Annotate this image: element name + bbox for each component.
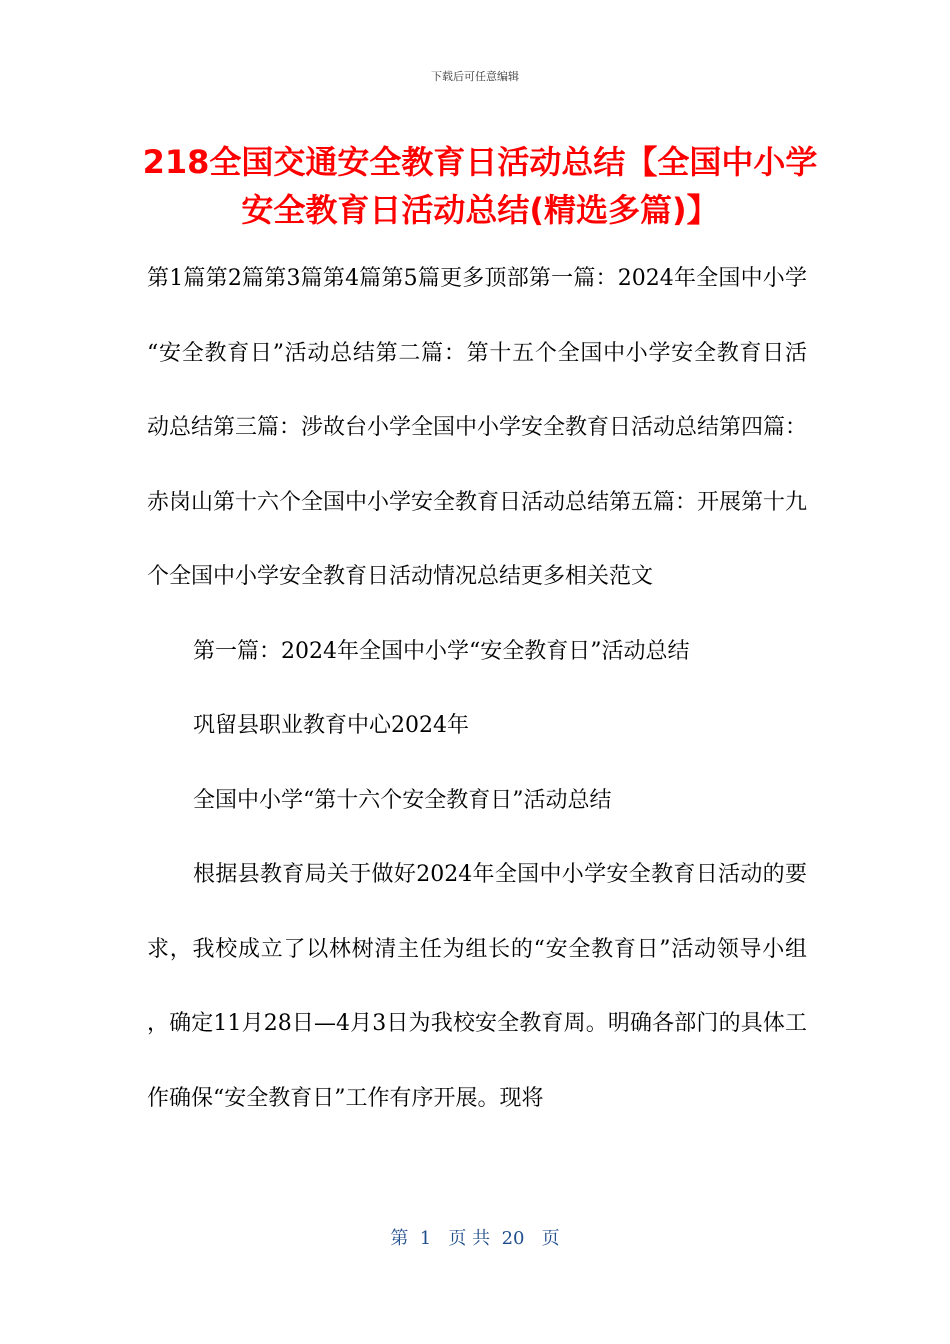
paragraph-4: 全国中小学“第十六个安全教育日”活动总结 bbox=[193, 787, 612, 813]
paragraph-1: 第1篇第2篇第3篇第4篇第5篇更多顶部第一篇：2024年全国中小学“安全教育日”活动总结第二篇：第十五个全国中小学安全教育日活动总结第三篇：涉故台小学全国中小学安全教育日活动总结第四篇：赤岗山第十六个全国中小学安全教育日活动总结第五篇：开展第十九个全国中小学安全教育日活动情况总结更多相关范文 bbox=[147, 266, 808, 589]
paragraph-3: 巩留县职业教育中心2024年 bbox=[193, 713, 469, 738]
page-number-footer: 第 1 页 共 20 页 bbox=[390, 1228, 560, 1249]
paragraph-2: 第一篇：2024年全国中小学“安全教育日”活动总结 bbox=[193, 638, 690, 664]
document-title: 218全国交通安全教育日活动总结【全国中小学安全教育日活动总结(精选多篇)】 bbox=[142, 143, 818, 229]
document-body bbox=[147, 242, 807, 1136]
paragraph-5: 根据县教育局关于做好2024年全国中小学安全教育日活动的要求，我校成立了以林树清主任为组长的“安全教育日”活动领导小组，确定11月28日—4月3日为我校安全教育周。明确各部门的具体工作确保“安全教育日”工作有序开展。现将 bbox=[147, 862, 807, 1111]
header-note: 下载后可任意编辑 bbox=[431, 70, 519, 83]
